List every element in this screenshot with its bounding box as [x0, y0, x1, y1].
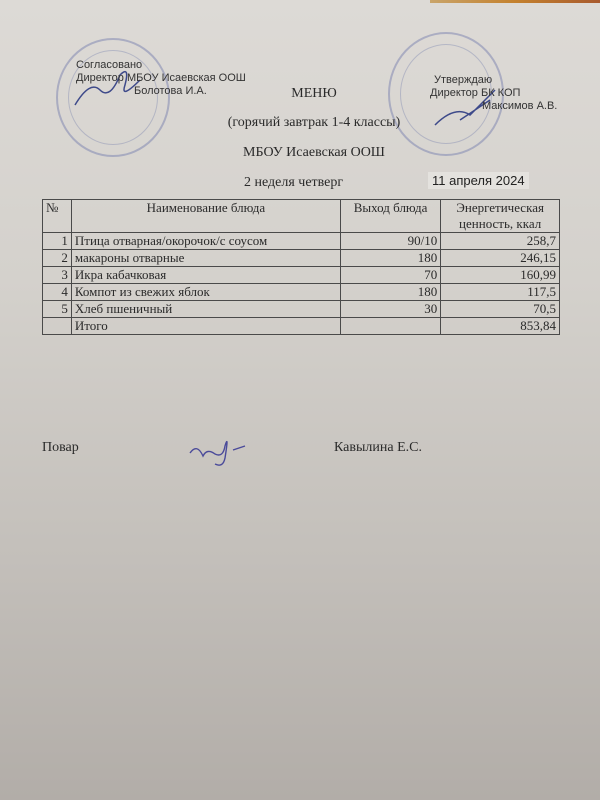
menu-table: [42, 199, 560, 335]
dish-kcal: 70,5: [441, 301, 560, 318]
dish-kcal: 160,99: [441, 267, 560, 284]
school-name: МБОУ Исаевская ООШ: [243, 145, 385, 160]
row-number: 2: [43, 250, 72, 267]
background-edge: [430, 0, 600, 3]
dish-kcal: 258,7: [441, 233, 560, 250]
table-row: [43, 250, 560, 267]
column-header-number: №: [43, 200, 72, 233]
cook-signature: [185, 428, 255, 468]
table-row: [43, 267, 560, 284]
dish-name: Икра кабачковая: [71, 267, 340, 284]
date-label: 11 апреля 2024: [428, 172, 529, 189]
approval-left-position: Директор МБОУ Исаевская ООШ: [76, 72, 246, 84]
dish-name: макароны отварные: [71, 250, 340, 267]
total-label: Итого: [71, 318, 340, 335]
week-day: 2 неделя четверг: [244, 175, 344, 190]
dish-output: 180: [340, 250, 440, 267]
approval-left-heading: Согласовано: [76, 59, 143, 71]
column-header-dish: Наименование блюда: [71, 200, 340, 233]
table-row: [43, 233, 560, 250]
dish-output: 180: [340, 284, 440, 301]
table-row: [43, 301, 560, 318]
approval-left-signer: Болотова И.А.: [134, 85, 207, 97]
row-number: 4: [43, 284, 72, 301]
dish-name: Хлеб пшеничный: [71, 301, 340, 318]
document-subtitle: (горячий завтрак 1-4 классы): [227, 115, 401, 130]
dish-name: Компот из свежих яблок: [71, 284, 340, 301]
document-title: МЕНЮ: [291, 86, 337, 101]
row-number: 5: [43, 301, 72, 318]
column-header-energy: Энергетическая ценность, ккал: [441, 200, 560, 233]
approval-right-position: Директор БК КОП: [430, 87, 521, 99]
row-number: 3: [43, 267, 72, 284]
dish-kcal: 246,15: [441, 250, 560, 267]
cook-role: Повар: [42, 440, 79, 455]
row-number: 1: [43, 233, 72, 250]
dish-name: Птица отварная/окорочок/с соусом: [71, 233, 340, 250]
table-row: [43, 284, 560, 301]
total-row: [43, 318, 560, 335]
dish-kcal: 117,5: [441, 284, 560, 301]
total-output: [340, 318, 440, 335]
cook-name: Кавылина Е.С.: [334, 440, 422, 455]
dish-output: 70: [340, 267, 440, 284]
dish-output: 30: [340, 301, 440, 318]
approval-right-heading: Утверждаю: [434, 74, 493, 86]
table-header-row: [43, 200, 560, 233]
approval-right-signer: Максимов А.В.: [482, 100, 558, 112]
total-number-cell: [43, 318, 72, 335]
total-kcal: 853,84: [441, 318, 560, 335]
column-header-output: Выход блюда: [340, 200, 440, 233]
dish-output: 90/10: [340, 233, 440, 250]
